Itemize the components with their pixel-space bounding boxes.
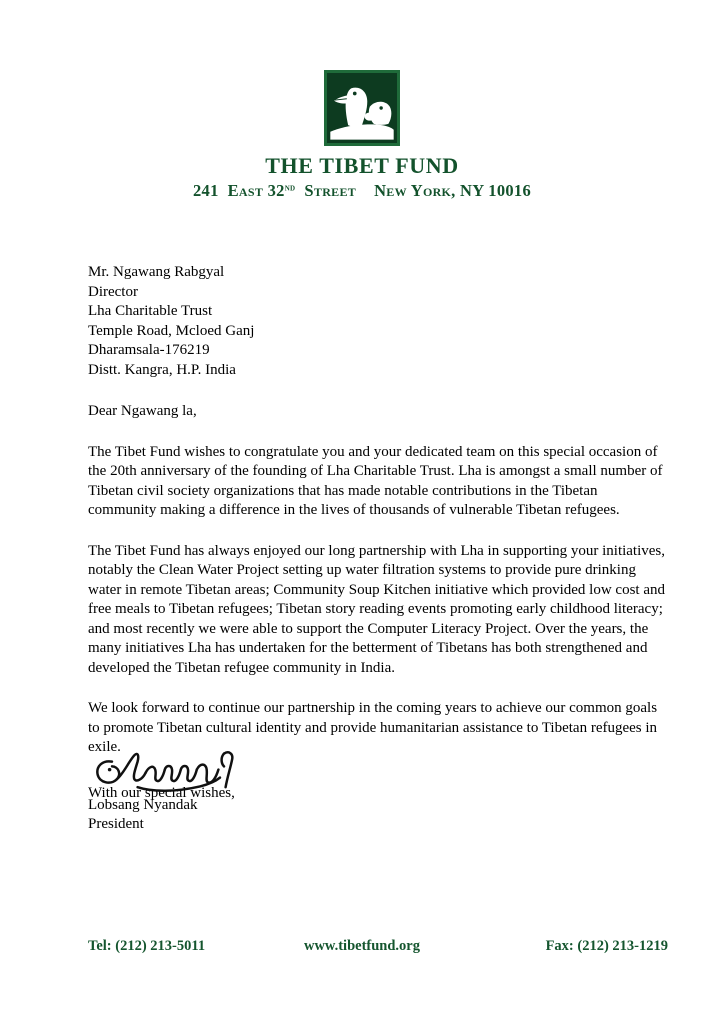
address-street-post: Street <box>304 181 357 201</box>
closing-line: With our special wishes, <box>88 784 235 801</box>
footer-fax: Fax: (212) 213-1219 <box>545 938 668 954</box>
body-paragraph-2: The Tibet Fund has always enjoyed our long partnership with Lha in supporting your initiatives, notably the Clean Water Project setting up water filtration systems to provide pure drinking water in remote Tibetan areas; Community Soup Kitchen initiative which provided low cost and free meals to Tibetan refugees; Tibetan story reading events promoting early childhood literacy; and most recently we were able to support the Computer Literacy Project. Over the years, the many initiatives Lha has undertaken for the betterment of Tibetans has both strengthened and developed the Tibetan refugee community in India. <box>88 542 666 676</box>
recipient-line-5: Dharamsala-176219 <box>88 342 210 358</box>
recipient-line-4: Temple Road, Mcloed Ganj <box>88 322 255 339</box>
organization-name: THE TIBET FUND <box>265 153 459 178</box>
recipient-line-6: Distt. Kangra, H.P. India <box>88 361 236 378</box>
letter-body <box>88 263 666 803</box>
signature-block <box>88 742 388 834</box>
address-number: 241 <box>192 181 219 201</box>
recipient-line-2: Director <box>88 283 138 300</box>
address-city-state-zip: New York, NY 10016 <box>374 181 532 201</box>
letterhead <box>0 70 724 201</box>
signer-title: President <box>88 816 144 833</box>
footer-telephone: Tel: (212) 213-5011 <box>88 938 206 954</box>
signer-name: Lobsang Nyandak <box>88 797 198 813</box>
two-birds-logo-icon <box>324 70 400 146</box>
salutation: Dear Ngawang la, <box>88 403 197 419</box>
address-street-ordinal: nd <box>284 182 296 194</box>
body-paragraph-1: The Tibet Fund wishes to congratulate you and your dedicated team on this special occasion of the 20th anniversary of the founding of Lha Charitable Trust. Lha is amongst a small number of Tibetan civil society organizations that has made notable contributions in the Tibetan community making a difference in the lives of thousands of vulnerable Tibetan refugees. <box>88 443 663 518</box>
page-footer <box>0 938 724 960</box>
handwritten-signature-icon <box>88 742 248 794</box>
address-street-pre: East 32 <box>227 181 285 201</box>
recipient-line-1: Mr. Ngawang Rabgyal <box>88 264 225 280</box>
recipient-address-block <box>88 263 666 380</box>
organization-address <box>0 181 724 201</box>
footer-website-link[interactable]: www.tibetfund.org <box>303 938 420 954</box>
recipient-line-3: Lha Charitable Trust <box>88 303 213 319</box>
body-paragraph-3: We look forward to continue our partnership in the coming years to achieve our common goals to promote Tibetan cultural identity and provide humanitarian assistance to Tibetan refugees in exile. <box>88 700 658 755</box>
